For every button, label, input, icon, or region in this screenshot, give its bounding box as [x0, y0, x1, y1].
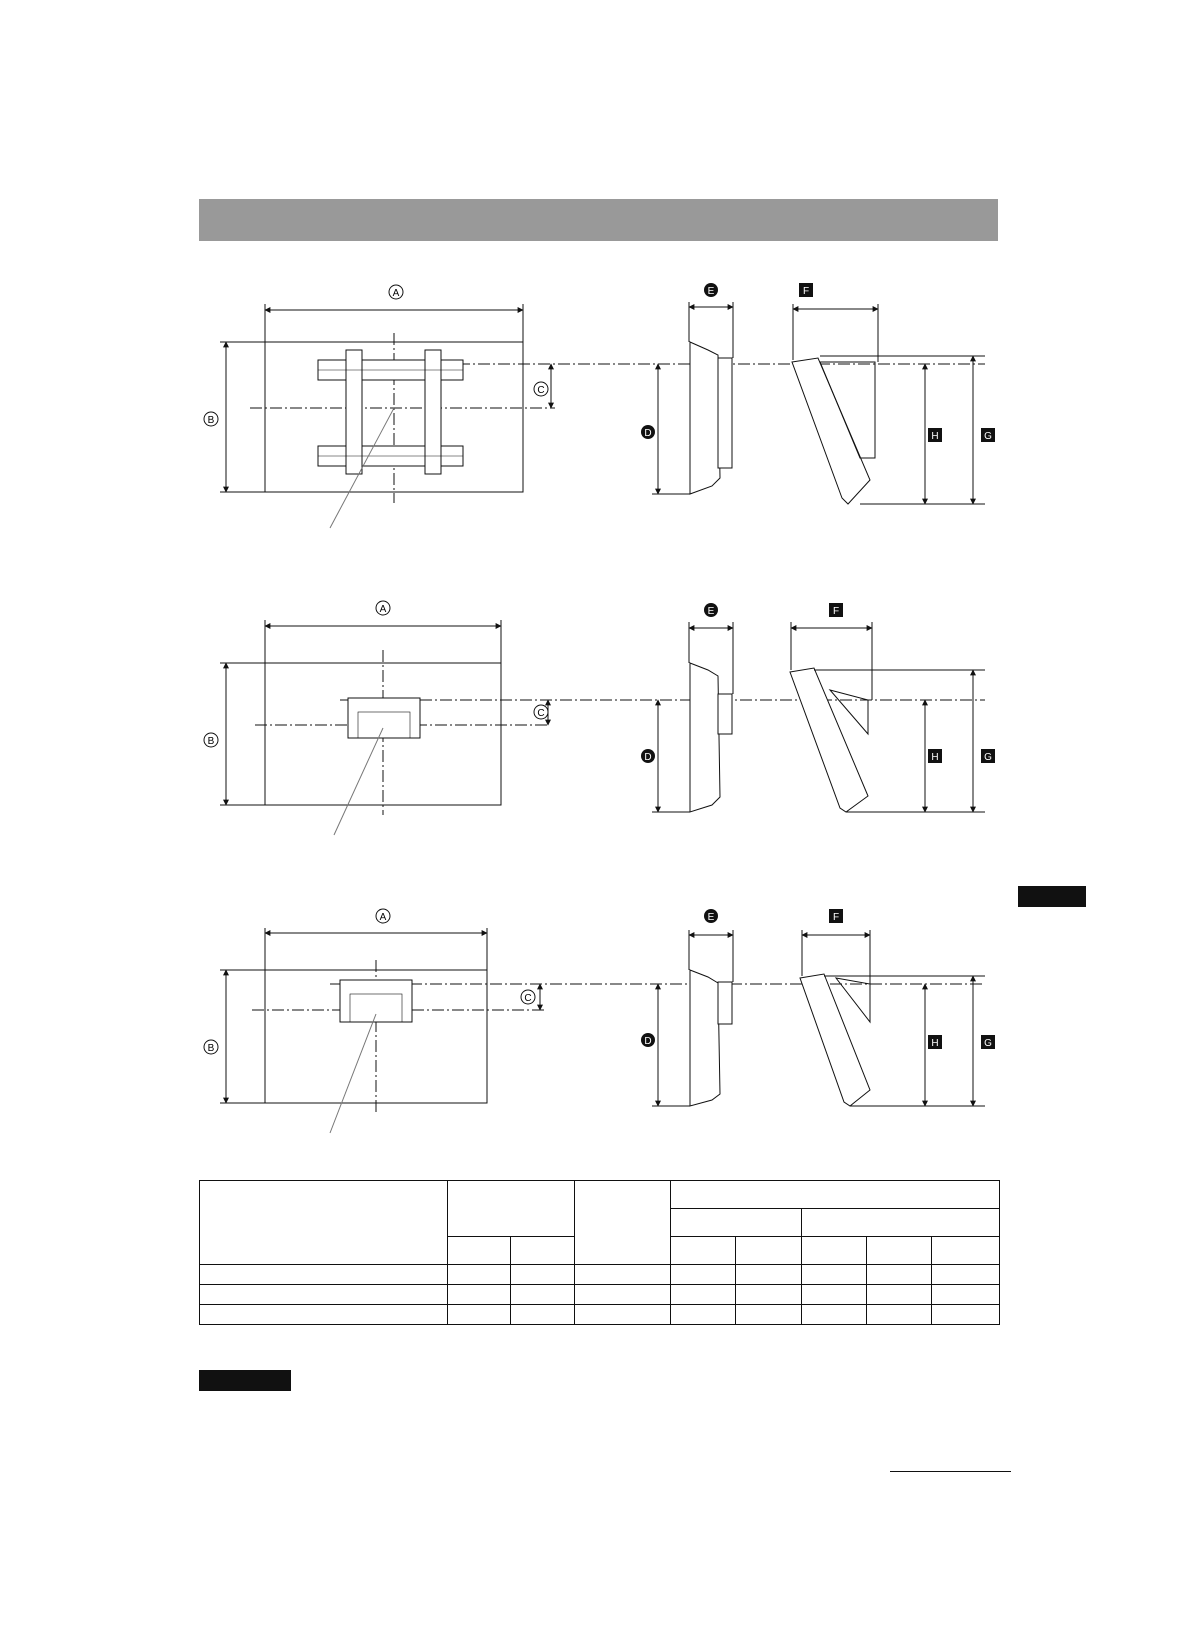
svg-text:A: A	[379, 604, 387, 615]
dim-h-label	[928, 1035, 942, 1049]
svg-text:H: H	[931, 752, 939, 763]
dim-c-label	[534, 705, 548, 719]
dim-g-label	[981, 749, 995, 763]
table-cell	[671, 1285, 736, 1305]
table-cell	[671, 1265, 736, 1285]
dim-d-label	[641, 749, 655, 763]
svg-text:D: D	[644, 1036, 652, 1047]
table-header-cell	[671, 1181, 1000, 1209]
table-row	[200, 1285, 1000, 1305]
table-cell	[802, 1285, 867, 1305]
tv-side-profile	[690, 342, 720, 494]
dimension-spec-table	[199, 1180, 1000, 1325]
table-cell	[867, 1305, 932, 1325]
svg-text:E: E	[707, 912, 715, 923]
dim-d-label	[641, 1033, 655, 1047]
dim-f-label	[799, 283, 813, 297]
svg-text:H: H	[931, 1038, 939, 1049]
table-row	[200, 1305, 1000, 1325]
table-header-row	[200, 1181, 1000, 1209]
tv-tilted-profile	[800, 974, 870, 1106]
svg-text:D: D	[644, 752, 652, 763]
svg-text:C: C	[524, 993, 532, 1004]
dim-h-label	[928, 749, 942, 763]
table-cell	[448, 1285, 511, 1305]
table-header-cell	[200, 1181, 448, 1265]
table-header-cell	[736, 1237, 802, 1265]
dim-c-label	[534, 382, 548, 396]
svg-text:F: F	[802, 286, 810, 297]
svg-text:F: F	[832, 912, 840, 923]
table-header-cell	[802, 1209, 1000, 1237]
figure-3	[204, 909, 995, 1133]
svg-text:C: C	[537, 708, 545, 719]
dim-a-label	[376, 909, 390, 923]
dim-g-label	[981, 428, 995, 442]
table-header-cell	[867, 1237, 932, 1265]
table-cell	[932, 1285, 1000, 1305]
table-cell	[200, 1265, 448, 1285]
svg-text:D: D	[644, 428, 652, 439]
svg-text:A: A	[392, 288, 400, 299]
table-header-cell	[671, 1209, 802, 1237]
table-header-cell	[448, 1181, 575, 1237]
svg-text:E: E	[707, 606, 715, 617]
table-row	[200, 1265, 1000, 1285]
dim-e-label	[704, 283, 718, 297]
svg-text:F: F	[832, 606, 840, 617]
table-cell	[867, 1265, 932, 1285]
svg-text:C: C	[537, 385, 545, 396]
dim-e-label	[704, 603, 718, 617]
table-cell	[575, 1305, 671, 1325]
table-cell	[200, 1285, 448, 1305]
tv-tilted-profile	[792, 358, 870, 504]
table-cell	[671, 1305, 736, 1325]
svg-text:G: G	[984, 752, 992, 763]
dim-b-label	[204, 412, 218, 426]
table-cell	[932, 1305, 1000, 1325]
svg-text:E: E	[707, 286, 715, 297]
svg-text:B: B	[207, 736, 215, 747]
table-cell	[575, 1285, 671, 1305]
table-cell	[575, 1265, 671, 1285]
dim-h-label	[928, 428, 942, 442]
table-cell	[736, 1265, 802, 1285]
svg-text:A: A	[379, 912, 387, 923]
table-header-cell	[448, 1237, 511, 1265]
dim-f-label	[829, 909, 843, 923]
table-cell	[932, 1265, 1000, 1285]
table-cell	[511, 1285, 575, 1305]
dim-a-label	[389, 285, 403, 299]
tv-side-profile	[690, 663, 720, 812]
dim-e-label	[704, 909, 718, 923]
svg-text:B: B	[207, 415, 215, 426]
svg-text:H: H	[931, 431, 939, 442]
table-header-cell	[671, 1237, 736, 1265]
svg-text:B: B	[207, 1043, 215, 1054]
tv-side-profile	[690, 970, 720, 1106]
dim-d-label	[641, 425, 655, 439]
table-cell	[448, 1305, 511, 1325]
figure-2	[204, 601, 995, 835]
table-header-cell	[802, 1237, 867, 1265]
table-cell	[448, 1265, 511, 1285]
dim-b-label	[204, 1040, 218, 1054]
svg-text:G: G	[984, 431, 992, 442]
table-cell	[511, 1265, 575, 1285]
table-cell	[736, 1285, 802, 1305]
table-cell	[511, 1305, 575, 1325]
table-header-cell	[932, 1237, 1000, 1265]
table-cell	[736, 1305, 802, 1325]
table-cell	[200, 1305, 448, 1325]
dim-b-label	[204, 733, 218, 747]
dim-f-label	[829, 603, 843, 617]
table-header-cell	[575, 1181, 671, 1265]
dim-c-label	[521, 990, 535, 1004]
table-header-cell	[511, 1237, 575, 1265]
figure-1	[204, 283, 995, 528]
table-cell	[802, 1305, 867, 1325]
dim-a-label	[376, 601, 390, 615]
table-cell	[867, 1285, 932, 1305]
svg-text:G: G	[984, 1038, 992, 1049]
dim-g-label	[981, 1035, 995, 1049]
table-cell	[802, 1265, 867, 1285]
